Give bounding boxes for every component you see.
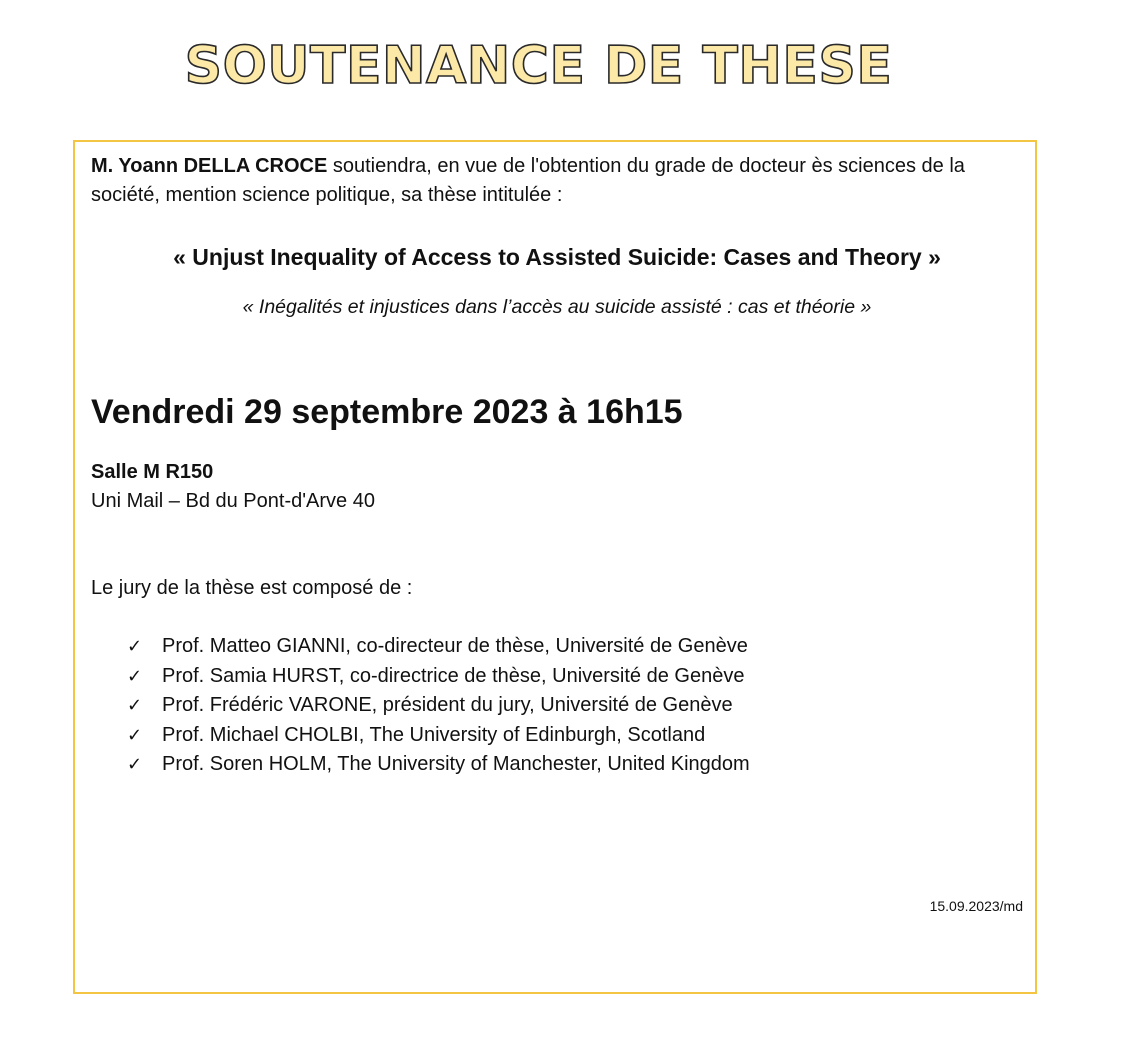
announcement-frame (73, 140, 1037, 994)
venue-address: Uni Mail – Bd du Pont-d'Arve 40 (91, 490, 375, 512)
checkmark-icon: ✓ (127, 665, 143, 687)
jury-member-text: Prof. Matteo GIANNI, co-directeur de thèse, Université de Genève (162, 635, 748, 657)
thesis-title-english: « Unjust Inequality of Access to Assisted Suicide: Cases and Theory » (173, 244, 941, 270)
checkmark-icon: ✓ (127, 636, 143, 657)
checkmark-icon: ✓ (127, 754, 143, 775)
jury-member-text: Prof. Michael CHOLBI, The University of Edinburgh, Scotland (162, 723, 706, 746)
room-name: Salle M R150 (91, 461, 214, 483)
jury-member-text: Prof. Frédéric VARONE, président du jury, Université de Genève (162, 694, 733, 716)
intro-paragraph (91, 152, 1031, 210)
checkmark-icon: ✓ (127, 695, 143, 716)
defense-date-time: Vendredi 29 septembre 2023 à 16h15 (91, 393, 683, 431)
jury-intro: Le jury de la thèse est composé de : (91, 577, 413, 599)
thesis-title-french: « Inégalités et injustices dans l’accès au suicide assisté : cas et théorie » (242, 296, 872, 318)
page-title: SOUTENANCE DE THESE (184, 36, 893, 96)
checkmark-icon: ✓ (127, 724, 143, 746)
intro-text: soutiendra, en vue de l'obtention du grade de docteur ès sciences de la société, mention science politique, sa thèse intitulée : (91, 155, 965, 206)
candidate-name: M. Yoann DELLA CROCE (91, 155, 328, 177)
document-reference: 15.09.2023/md (929, 898, 1023, 914)
jury-member-text: Prof. Soren HOLM, The University of Manchester, United Kingdom (162, 753, 750, 775)
jury-member-text: Prof. Samia HURST, co-directrice de thèse, Université de Genève (162, 664, 745, 687)
